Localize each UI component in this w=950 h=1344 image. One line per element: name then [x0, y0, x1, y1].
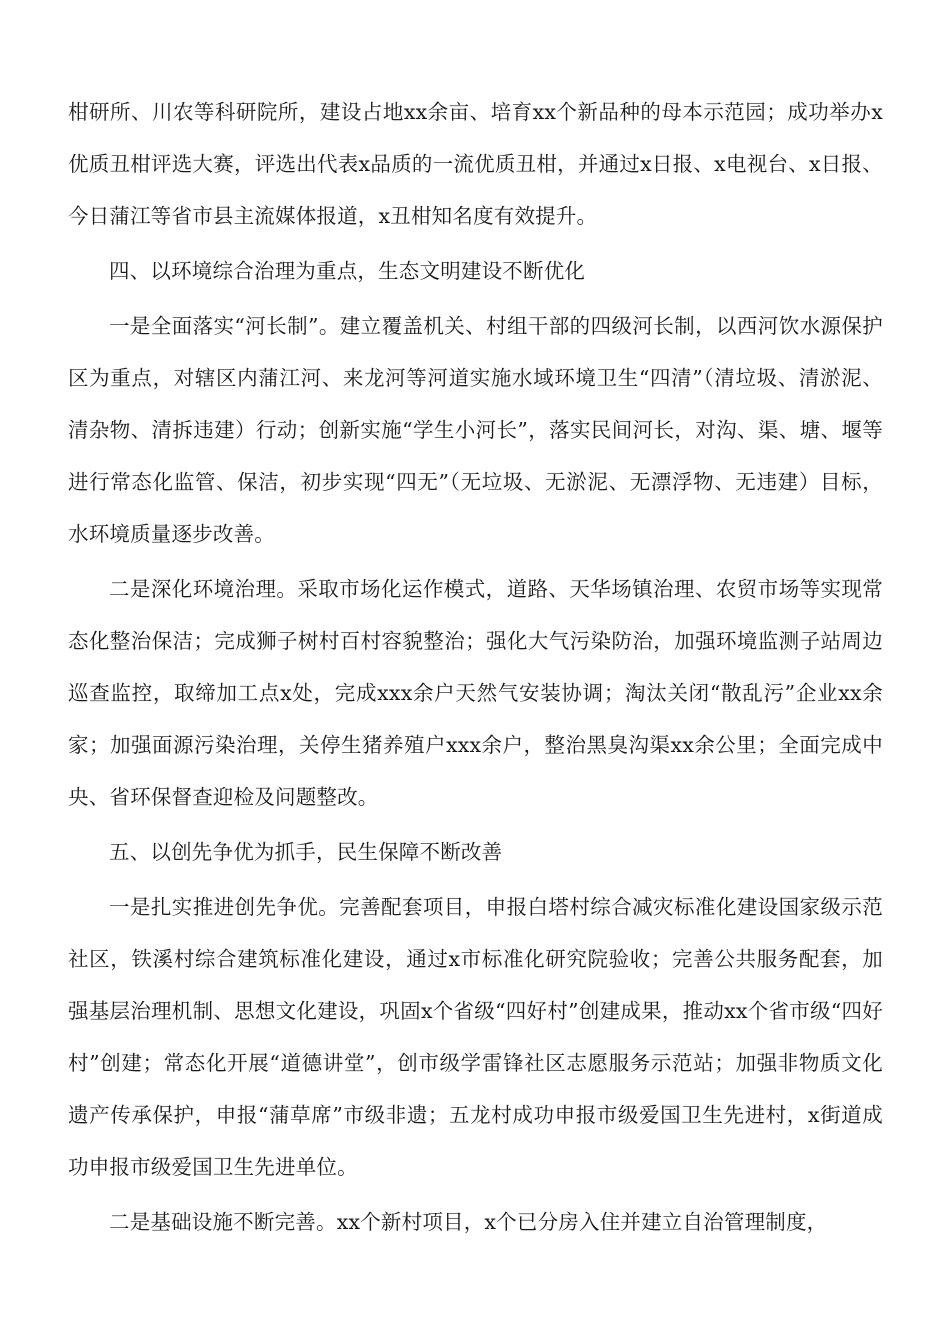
- paragraph-environment: 二是深化环境治理。采取市场化运作模式，道路、天华场镇治理、农贸市场等实现常态化整治保洁；完成狮子树村百村容貌整治；强化大气污染防治，加强环境监测子站周边巡查监控，取缔加工点x处，完成xxx余户天然气安装协调；淘汰关闭“散乱污”企业xx余家；加强面源污染治理，关停生猪养殖户xxx余户，整治黑臭沟渠xx余公里；全面完成中央、省环保督查迎检及问题整改。: [68, 577, 883, 809]
- paragraph-river-chief: 一是全面落实“河长制”。建立覆盖机关、村组干部的四级河长制，以西河饮水源保护区为重点，对辖区内蒲江河、来龙河等河道实施水域环境卫生“四清”（清垃圾、清淤泥、清杂物、清拆违建）行动；创新实施“学生小河长”，落实民间河长，对沟、渠、塘、堰等进行常态化监管、保洁，初步实现“四无”（无垃圾、无淤泥、无漂浮物、无违建）目标，水环境质量逐步改善。: [68, 314, 883, 546]
- paragraph-excellence: 一是扎实推进创先争优。完善配套项目，申报白塔村综合减灾标准化建设国家级示范社区，铁溪村综合建筑标准化建设，通过x市标准化研究院验收；完善公共服务配套，加强基层治理机制、思想文化建设，巩固x个省级“四好村”创建成果，推动xx个省市级“四好村”创建；常态化开展“道德讲堂”，创市级学雷锋社区志愿服务示范站；加强非物质文化遗产传承保护，申报“蒲草席”市级非遗；五龙村成功申报市级爱国卫生先进村，x街道成功申报市级爱国卫生先进单位。: [68, 895, 883, 1179]
- document-body: [68, 86, 883, 1248]
- section-heading-4: 四、以环境综合治理为重点，生态文明建设不断优化: [109, 259, 586, 283]
- paragraph-infrastructure: 二是基础设施不断完善。xx个新村项目，x个已分房入住并建立自治管理制度，: [109, 1210, 828, 1234]
- section-heading-5: 五、以创先争优为抓手，民生保障不断改善: [109, 840, 503, 864]
- paragraph-continued: 柑研所、川农等科研院所，建设占地xx余亩、培育xx个新品种的母本示范园；成功举办x优质丑柑评选大赛，评选出代表x品质的一流优质丑柑，并通过x日报、x电视台、x日报、今日蒲江等省市县主流媒体报道，x丑柑知名度有效提升。: [68, 100, 883, 228]
